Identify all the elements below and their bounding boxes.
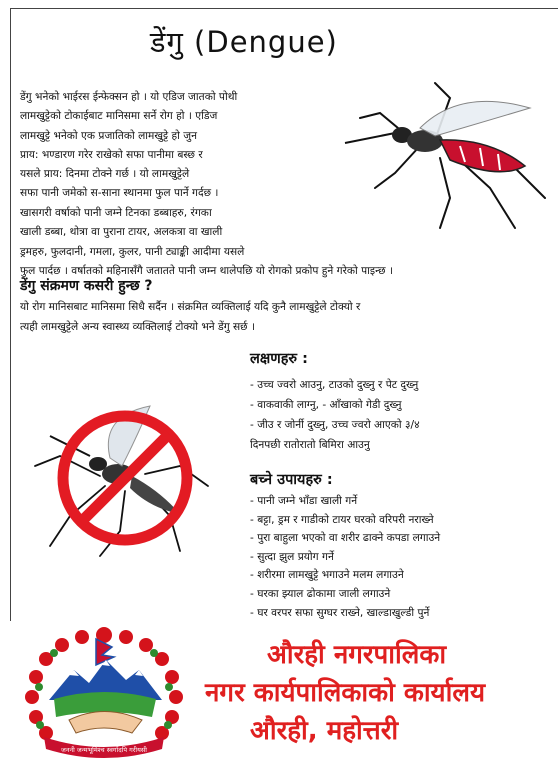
intro-line: खासगरी वर्षाको पानी जम्ने टिनका डब्बाहरु, रंगका	[20, 206, 212, 219]
prevention-item: - सुत्दा झुल प्रयोग गर्ने	[250, 550, 334, 563]
spread-heading: डेंगु संक्रमण कसरी हुन्छ ?	[20, 278, 153, 294]
prevention-item: - शरीरमा लामखुट्टे भगाउने मलम लगाउने	[250, 569, 404, 582]
emblem-motto: जननी जन्मभूमिश्च स्वर्गादपि गरीयसी	[61, 746, 147, 754]
prevention-item: - पुरा बाहुला भएको वा शरीर ढाक्ने कपडा लगाउने	[250, 532, 441, 545]
prevention-item: - घर वरपर सफा सुग्घर राख्ने, खाल्डाखुल्डी पुर्ने	[250, 606, 430, 619]
intro-paragraph	[20, 88, 360, 242]
symptom-item: - उच्च ज्वरो आउनु, टाउको दुख्नु र पेट दुख्नु	[250, 379, 419, 391]
spread-line: यो रोग मानिसबाट मानिसमा सिधै सर्दैन । संक्रमित व्यक्तिलाई यदि कुनै लामखुट्टेले टोक्यो र	[20, 301, 361, 313]
intro-line: ड्रमहरु, फुलदानी, गमला, कुलर, पानी ट्याङ्की आदीमा यसले	[20, 246, 245, 258]
prevention-item: - बट्टा, ड्रम र गाडीको टायर घरको वरिपरी नराख्ने	[250, 513, 434, 526]
intro-line: लामखुट्टे भनेको एक प्रजातिको लामखुट्टे हो जुन	[20, 129, 198, 142]
prevention-heading: बच्ने उपायहरु :	[250, 472, 333, 488]
office-location: औरही, महोत्तरी	[250, 716, 399, 746]
office-executive: नगर कार्यपालिकाको कार्यालय	[205, 678, 486, 708]
office-municipality: औरही नगरपालिका	[267, 640, 447, 670]
intro-line-last: फुल पार्दछ । वर्षातको महिनासँगै जतातते पानी जम्न थालेपछि यो रोगको प्रकोप हुने गरेको पाइन्छ ।	[20, 265, 393, 277]
prevention-list	[250, 492, 555, 622]
intro-line: डेंगु भनेको भाईरस ईन्फेक्सन हो । यो एडिज जातको पोथी	[20, 91, 238, 103]
intro-line: सफा पानी जमेको स-साना स्थानमा फुल पार्ने गर्दछ ।	[20, 187, 219, 200]
intro-line: लामखुट्टेको टोकाईबाट मानिसमा सर्ने रोग हो । एडिज	[20, 110, 218, 123]
symptoms-list	[250, 375, 550, 455]
poster-title: डेंगु (Dengue)	[150, 25, 338, 59]
symptom-item: दिनपछी रातोरातो बिमिरा आउनु	[250, 439, 370, 451]
intro-line: प्राय: भण्डारण गरेर राखेको सफा पानीमा बस्छ र	[20, 148, 203, 161]
prevention-item: - पानी जम्ने भाँडा खाली गर्ने	[250, 495, 358, 507]
symptom-item: - वाकवाकी लाग्नु, - आँखाको गेडी दुख्नु	[250, 399, 402, 411]
prevention-item: - घरका झ्याल ढोकामा जाली लगाउने	[250, 587, 391, 600]
spread-paragraph	[20, 297, 550, 337]
office-name-block	[205, 636, 485, 750]
mosquito-icon	[340, 78, 550, 238]
symptoms-heading: लक्षणहरु :	[250, 351, 308, 367]
spread-line: त्यही लामखुट्टेले अन्य स्वास्थ्य व्यक्तिलाई टोक्यो भने डेंगु सर्छ ।	[20, 321, 255, 333]
no-mosquito-sign-icon	[30, 396, 210, 561]
nepal-emblem-icon	[14, 625, 194, 765]
intro-line: खाली डब्बा, थोत्रा वा पुराना टायर, अलकत्रा वा खाली	[20, 226, 223, 239]
symptom-item: - जीउ र जोर्नी दुख्नु, उच्च ज्वरो आएको ३/४	[250, 419, 420, 431]
intro-line: यसले प्राय: दिनमा टोक्ने गर्छ । यो लामखुट्टेले	[20, 168, 190, 181]
